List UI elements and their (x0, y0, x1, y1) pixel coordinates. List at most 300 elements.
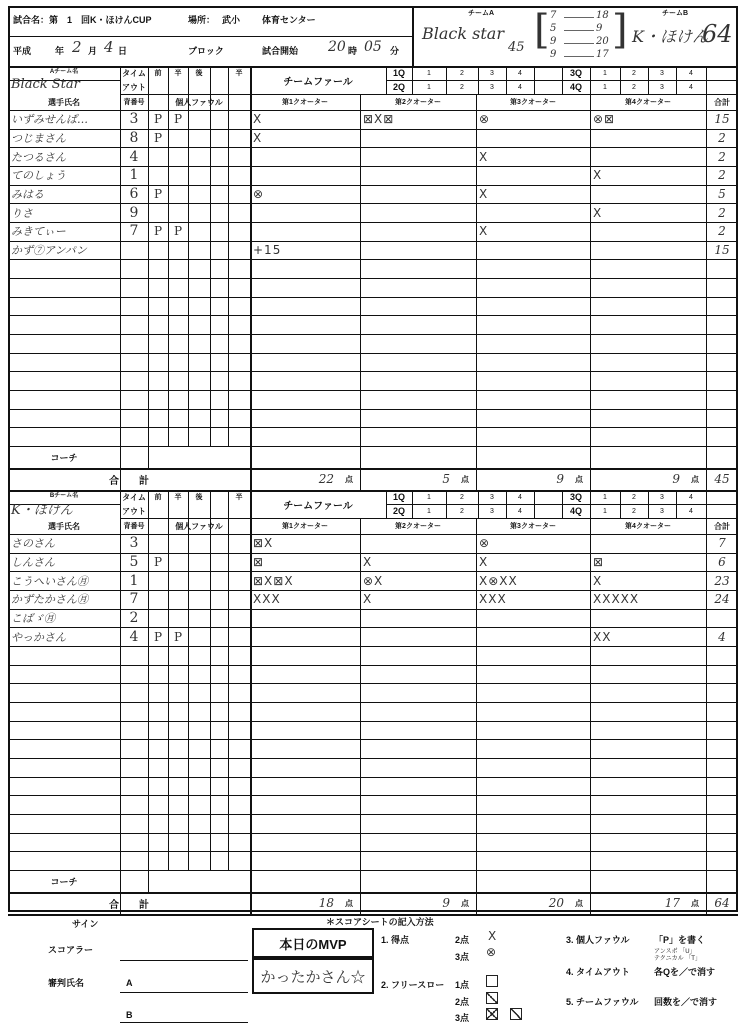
personal-foul-cell (228, 166, 250, 185)
method-1-label: 1. 得点 (381, 935, 410, 945)
personal-foul-cell (168, 590, 188, 609)
score-marks-q1: ⊠X (253, 536, 274, 551)
team_b-q3-points-label: 点 (575, 898, 583, 908)
personal-foul-cell (148, 166, 168, 185)
player-number: 2 (129, 609, 139, 626)
team_a-tf-b-1-2: 3 (660, 83, 664, 91)
score-marks-q4: ⊠ (593, 554, 605, 569)
team_b-timeout-l2: アウト (122, 506, 146, 516)
day-value: 4 (104, 38, 114, 56)
team_b-tf-b-1-3: 4 (689, 507, 693, 515)
team_b-q4-total: 17 (664, 896, 680, 910)
venue-place: 体育センター (262, 15, 316, 25)
team_b-team-foul-label: チームファール (283, 500, 353, 512)
team_a-tf-b-1-3: 4 (689, 83, 693, 91)
team_a-number-header: 背番号 (123, 99, 145, 106)
score-marks-q1: ⊠ (253, 554, 265, 569)
personal-foul-cell (168, 553, 188, 572)
team_b-tf-a-1-1: 2 (460, 507, 464, 515)
score-marks-q4 (590, 609, 706, 628)
team-b-label: チームB (662, 10, 689, 17)
personal-foul-cell (210, 166, 228, 185)
player-total: 2 (718, 149, 726, 164)
personal-foul-cell (188, 571, 210, 590)
team_a-grand-total: 45 (714, 472, 730, 486)
score-marks-q3 (476, 166, 590, 185)
team_a-tf-a-1-1: 2 (460, 83, 464, 91)
player-name: こばゞ㊊ (11, 611, 55, 625)
score-marks-q3 (476, 241, 590, 260)
method-2-1pt: 1点 (455, 980, 470, 990)
team_a-half: 半 (174, 70, 182, 77)
header-q2-score-a: 5 (550, 23, 557, 34)
score-marks-q1: X (253, 130, 263, 145)
team_b-row-line-7 (8, 683, 738, 684)
personal-foul-cell (168, 147, 188, 166)
game-name: 試合名：第 1 回K・ほけんCUP (13, 15, 152, 25)
team_b-grand-total: 64 (714, 896, 730, 910)
team-b-total: 64 (702, 20, 733, 48)
personal-foul-cell (210, 534, 228, 553)
team_a-q1-points-label: 点 (345, 474, 353, 484)
score-marks-q1 (250, 166, 360, 185)
team_b-quarter3-header: 第3クオーター (510, 523, 556, 530)
player-total: 4 (718, 629, 726, 644)
score-marks-q3: ⊗ (479, 112, 491, 127)
personal-foul-cell (228, 609, 250, 628)
team-b-name: K・ほけん (632, 27, 708, 46)
three-point-mark-icon: ⊗ (486, 945, 498, 959)
team_b-second-half: 後 (195, 494, 203, 501)
personal-foul-cell: P (173, 112, 183, 127)
player-number: 7 (129, 591, 139, 608)
player-total: 2 (718, 130, 726, 145)
player-number: 6 (129, 185, 139, 202)
team_a-tf-a-1-0: 1 (427, 83, 431, 91)
team_b-coach-label: コーチ (50, 876, 78, 887)
team_b-row-line-9 (8, 721, 738, 722)
score-marks-q4: XX (593, 629, 612, 644)
personal-foul-cell (210, 185, 228, 204)
header-q4-score-a: 9 (550, 49, 557, 60)
personal-foul-cell (228, 590, 250, 609)
month-value: 2 (72, 38, 82, 56)
team_b-quarter2-header: 第2クオーター (395, 523, 441, 530)
score-marks-q4 (590, 241, 706, 260)
score-marks-q3: X⊗XX (479, 573, 518, 588)
score-marks-q3 (476, 129, 590, 148)
player-total: 15 (714, 112, 730, 127)
score-marks-q4: ⊗⊠ (593, 112, 616, 127)
player-number: 7 (129, 223, 139, 240)
personal-foul-cell: P (153, 112, 163, 127)
player-number: 9 (129, 204, 139, 221)
personal-foul-cell: P (153, 554, 163, 569)
team_a-q4-points-label: 点 (691, 474, 699, 484)
score-marks-q4 (590, 147, 706, 166)
score-marks-q3: ⊗ (479, 536, 491, 551)
team_b-row-line-13 (8, 795, 738, 796)
personal-foul-cell: P (153, 186, 163, 201)
team_b-col-f4 (210, 490, 211, 518)
team_b-tf-1q: 1Q (392, 492, 405, 502)
team_a-second-half: 後 (195, 70, 203, 77)
method-4-desc: 各Qを／で消す (654, 967, 716, 977)
personal-foul-cell (228, 534, 250, 553)
player-name: みきてぃー (11, 225, 66, 239)
team_a-tag: Aチーム名 (49, 69, 79, 75)
team_a-tf-a-0-3: 4 (518, 69, 522, 77)
player-name: みはる (11, 187, 44, 201)
team_a-tf-a-1-3: 4 (518, 83, 522, 91)
team_a-row-line-15 (8, 409, 738, 410)
team_b-row-line-12 (8, 777, 738, 778)
team_a-timeout-l1: タイム (122, 68, 146, 78)
team_a-row-line-14 (8, 390, 738, 391)
personal-foul-cell (188, 590, 210, 609)
team_b-q4-points-label: 点 (691, 898, 699, 908)
team_a-q1-total: 22 (318, 472, 334, 486)
method-2-label: 2. フリースロー (381, 980, 445, 990)
team-a-total: 45 (508, 40, 525, 55)
header-q2-score-line (564, 30, 594, 31)
personal-foul-cell (188, 222, 210, 241)
team_a-q2-points-label: 点 (461, 474, 469, 484)
personal-foul-cell (148, 203, 168, 222)
team_a-q2-total: 5 (442, 472, 450, 486)
personal-foul-cell (210, 110, 228, 129)
personal-foul-cell (148, 571, 168, 590)
header-vdivider (412, 6, 414, 66)
venue-label: 場所： (188, 15, 216, 25)
score-marks-q4: XXXXX (593, 592, 640, 607)
personal-foul-cell (148, 590, 168, 609)
team_b-row-line-6 (8, 665, 738, 666)
player-number: 4 (129, 148, 139, 165)
team_b-row-line-16 (8, 851, 738, 852)
team_a-coach-label: コーチ (50, 452, 78, 463)
score-marks-q3: X (479, 149, 489, 164)
personal-foul-cell (188, 241, 210, 260)
team_a-quarter4-header: 第4クオーター (625, 99, 671, 106)
two-point-mark-icon: X (488, 929, 498, 943)
score-marks-q4 (590, 222, 706, 241)
team_a-col-f4 (210, 66, 211, 94)
score-marks-q4 (590, 534, 706, 553)
player-name: いずみせんぱ… (11, 113, 88, 127)
team_b-q2-points-label: 点 (461, 898, 469, 908)
player-name: こうへいさん㊊ (11, 574, 88, 588)
month-label: 月 (88, 46, 98, 56)
team_a-tf-4q: 4Q (569, 82, 582, 92)
team_b-quarter4-header: 第4クオーター (625, 523, 671, 530)
team_a-name: Black Star (11, 76, 80, 92)
personal-foul-cell (228, 203, 250, 222)
bracket-right: ] (612, 7, 628, 53)
team_a-tf-col-a4 (534, 66, 535, 94)
personal-foul-cell (210, 147, 228, 166)
minute-label: 分 (390, 46, 400, 56)
method-2-3pt: 3点 (455, 1013, 470, 1023)
personal-foul-cell (188, 129, 210, 148)
player-name: しんさん (11, 555, 55, 569)
method-5-desc: 回数を／で消す (654, 997, 718, 1007)
team_a-tf-b-0-1: 2 (632, 69, 636, 77)
player-total: 6 (718, 554, 726, 569)
score-marks-q1 (250, 203, 360, 222)
player-number: 4 (129, 628, 139, 645)
method-3-desc: 「P」を書く (654, 935, 706, 945)
team_b-tf-b-1-0: 1 (603, 507, 607, 515)
team_a-tf-b-0-2: 3 (660, 69, 664, 77)
personal-foul-cell: P (173, 629, 183, 644)
start-label: 試合開始 (262, 46, 299, 56)
score-marks-q2 (360, 185, 476, 204)
score-marks-q2 (360, 147, 476, 166)
team_a-quarter1-header: 第1クオーター (282, 99, 328, 106)
player-number: 1 (129, 167, 139, 184)
team_a-tf-a-0-2: 3 (490, 69, 494, 77)
personal-foul-cell (228, 110, 250, 129)
team_a-tf-b-1-1: 2 (632, 83, 636, 91)
referee-b-line (120, 1022, 248, 1023)
header-q3-score-a: 9 (550, 36, 557, 47)
personal-foul-cell (188, 166, 210, 185)
block-label: ブロック (188, 46, 224, 56)
personal-foul-cell (168, 129, 188, 148)
team_a-row-line-8 (8, 278, 738, 279)
mvp-title-box: 本日のMVP (252, 928, 374, 958)
team_a-timeout-l2: アウト (122, 82, 146, 92)
personal-foul-cell (168, 241, 188, 260)
team_b-tf-a-0-0: 1 (427, 493, 431, 501)
method-1-2pt: 2点 (455, 935, 470, 945)
player-name: かず⑦アンパン (11, 243, 87, 257)
header-q4-score-line (564, 56, 594, 57)
team_a-sum-label: 合 計 (109, 475, 149, 487)
header-q4-score-b: 17 (596, 49, 609, 60)
team_b-tf-a-0-1: 2 (460, 493, 464, 501)
team_a-tf-2q: 2Q (392, 82, 405, 92)
score-marks-q1: +15 (253, 242, 282, 257)
start-hour: 20 (328, 39, 346, 55)
method-3-sub1: アンスポ 「U」 (654, 949, 696, 955)
score-marks-q2 (360, 627, 476, 646)
team_a-row-line-13 (8, 371, 738, 372)
personal-foul-cell (210, 627, 228, 646)
score-marks-q2 (360, 203, 476, 222)
personal-foul-cell (228, 129, 250, 148)
score-marks-q3 (476, 627, 590, 646)
player-total: 2 (718, 205, 726, 220)
team_b-tf-b-0-2: 3 (660, 493, 664, 501)
team_b-tf-3q: 3Q (569, 492, 582, 502)
team_b-tf-a-1-3: 4 (518, 507, 522, 515)
score-marks-q3: X (479, 554, 489, 569)
personal-foul-cell (210, 203, 228, 222)
team_b-tf-a-1-0: 1 (427, 507, 431, 515)
score-marks-q1 (250, 147, 360, 166)
player-name: りさ (11, 206, 33, 220)
team_b-q3-total: 20 (548, 896, 564, 910)
mvp-name: かったかさん☆ (252, 958, 374, 994)
team_b-q2-total: 9 (442, 896, 450, 910)
personal-foul-cell (168, 609, 188, 628)
personal-foul-cell (210, 222, 228, 241)
score-marks-q2: X (363, 554, 373, 569)
score-marks-q2 (360, 129, 476, 148)
method-1-3pt: 3点 (455, 952, 470, 962)
team_b-quarter1-header: 第1クオーター (282, 523, 328, 530)
personal-foul-cell (228, 627, 250, 646)
team_b-tf-a-1-2: 3 (490, 507, 494, 515)
personal-foul-cell (168, 166, 188, 185)
player-total: 2 (718, 168, 726, 183)
team_a-q3-total: 9 (556, 472, 564, 486)
personal-foul-cell (228, 147, 250, 166)
team_a-tf-col-b4 (706, 66, 707, 94)
team_b-q1-points-label: 点 (345, 898, 353, 908)
team_a-tf-b-1-0: 1 (603, 83, 607, 91)
free-throw-box-icon (486, 975, 498, 987)
referee-a-label: A (126, 978, 133, 988)
team_b-tf-b-0-3: 4 (689, 493, 693, 501)
hour-label: 時 (348, 46, 358, 56)
team_a-player-name-header: 選手氏名 (48, 97, 80, 107)
team_a-tf-a-0-0: 1 (427, 69, 431, 77)
team_b-tf-col-a4 (534, 490, 535, 518)
team_a-q4-total: 9 (672, 472, 680, 486)
scorer-line (120, 960, 248, 961)
header-q1-score-line (564, 17, 594, 18)
player-name: やっかさん (11, 630, 66, 644)
player-name: さのさん (11, 537, 55, 551)
personal-foul-cell (210, 571, 228, 590)
score-marks-q2 (360, 534, 476, 553)
method-5-label: 5. チームファウル (566, 997, 639, 1007)
player-number (120, 241, 148, 260)
player-number: 3 (129, 111, 139, 128)
team_b-sum-label: 合 計 (109, 899, 149, 911)
personal-foul-cell (168, 185, 188, 204)
personal-foul-cell (228, 185, 250, 204)
personal-foul-cell (188, 534, 210, 553)
team_b-tf-b-1-2: 3 (660, 507, 664, 515)
team_a-row-line-12 (8, 353, 738, 354)
personal-foul-cell (188, 110, 210, 129)
team_b-row-line-10 (8, 739, 738, 740)
score-marks-q4: X (593, 205, 603, 220)
team_b-tf-b-0-0: 1 (603, 493, 607, 501)
personal-foul-cell (188, 627, 210, 646)
personal-foul-cell (210, 590, 228, 609)
team_a-tf-b-0-3: 4 (689, 69, 693, 77)
team_a-row-line-11 (8, 334, 738, 335)
player-total: 7 (718, 536, 726, 551)
team_b-row-line-14 (8, 814, 738, 815)
team_a-tf-3q: 3Q (569, 68, 582, 78)
personal-foul-cell (168, 571, 188, 590)
start-minute: 05 (364, 39, 382, 55)
player-total: 5 (718, 186, 726, 201)
personal-foul-cell (228, 222, 250, 241)
team-a-name: Black star (422, 24, 504, 43)
personal-foul-cell (228, 241, 250, 260)
team_b-timeout-l1: タイム (122, 492, 146, 502)
personal-foul-cell (228, 553, 250, 572)
personal-foul-cell (188, 609, 210, 628)
team_a-half2: 半 (235, 70, 243, 77)
referee-b-label: B (126, 1010, 133, 1020)
free-throw-slash-box-icon (486, 992, 498, 1004)
personal-foul-cell: P (153, 224, 163, 239)
score-marks-q4 (590, 185, 706, 204)
score-marks-q2 (360, 222, 476, 241)
method-2-2pt: 2点 (455, 997, 470, 1007)
player-number: 8 (129, 129, 139, 146)
team_b-row-line-8 (8, 702, 738, 703)
player-number: 1 (129, 572, 139, 589)
header-q2-score-b: 9 (596, 23, 603, 34)
team_a-row-line-7 (8, 259, 738, 260)
team_b-q1-total: 18 (318, 896, 334, 910)
score-marks-q2 (360, 166, 476, 185)
personal-foul-cell: P (153, 629, 163, 644)
team_a-first-half: 前 (154, 70, 162, 77)
team_b-name: K・ほけん (11, 502, 73, 518)
personal-foul-cell (228, 571, 250, 590)
team_a-quarter3-header: 第3クオーター (510, 99, 556, 106)
team_b-personal-foul-header: 個人ファウル (175, 521, 223, 531)
player-total (706, 609, 738, 628)
score-marks-q1 (250, 609, 360, 628)
score-marks-q3 (476, 609, 590, 628)
team_a-personal-foul-header: 個人ファウル (175, 97, 223, 107)
personal-foul-cell (188, 553, 210, 572)
score-marks-q2: X (363, 592, 373, 607)
header-q3-score-line (564, 43, 594, 44)
team_b-half2: 半 (235, 494, 243, 501)
personal-foul-cell (148, 241, 168, 260)
header-q1-score-a: 7 (550, 10, 557, 21)
team_a-quarter2-header: 第2クオーター (395, 99, 441, 106)
score-marks-q3: X (479, 224, 489, 239)
score-marks-q4: X (593, 168, 603, 183)
score-marks-q2: ⊠X⊠ (363, 112, 395, 127)
day-label: 日 (118, 46, 128, 56)
player-name: たつるさん (11, 150, 66, 164)
score-marks-q1 (250, 627, 360, 646)
team_b-tf-a-0-2: 3 (490, 493, 494, 501)
score-marks-q1: ⊠X⊠X (253, 573, 294, 588)
score-marks-q3: X (479, 186, 489, 201)
team_a-team-foul-label: チームファール (283, 76, 353, 88)
team_b-row-line-15 (8, 833, 738, 834)
personal-foul-cell (188, 185, 210, 204)
personal-foul-cell (210, 553, 228, 572)
team_a-tf-1q: 1Q (392, 68, 405, 78)
score-marks-q1: X (253, 112, 263, 127)
personal-foul-cell (148, 534, 168, 553)
score-marks-q2 (360, 241, 476, 260)
team_a-row-line-9 (8, 297, 738, 298)
team_b-player-name-header: 選手氏名 (48, 521, 80, 531)
method-4-label: 4. タイムアウト (566, 967, 630, 977)
score-marks-q2 (360, 609, 476, 628)
venue-value: 武小 (222, 15, 241, 25)
referee-label: 審判氏名 (48, 978, 85, 988)
score-marks-q1 (250, 222, 360, 241)
